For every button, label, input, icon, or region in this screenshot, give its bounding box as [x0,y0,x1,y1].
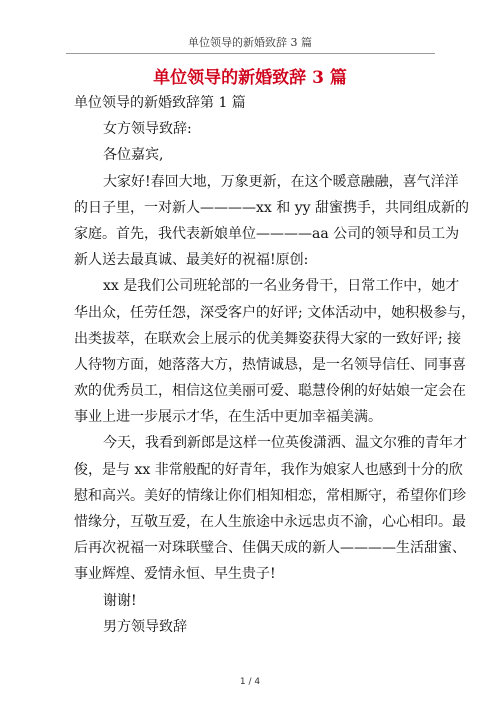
paragraph-line: 俊，是与 xx 非常般配的好青年，我作为娘家人也感到十分的欣 [74,461,463,478]
running-header: 单位领导的新婚致辞 3 篇 [188,36,312,49]
paragraph-line: 大家好!春回大地，万象更新，在这个暖意融融，喜气洋洋 [103,173,459,190]
paragraph-line: 出类拔萃，在联欢会上展示的优美舞姿获得大家的一致好评; 接 [74,330,462,347]
paragraph-line: 慰和高兴。美好的情缘让你们相知相恋，常相厮守，希望你们珍 [74,487,466,504]
paragraph-line: 欢的优秀员工，相信这位美丽可爱、聪慧伶俐的好姑娘一定会在 [74,383,466,400]
paragraph-line: 惜缘分，互敬互爱，在人生旅途中永远忠贞不渝，心心相印。最 [74,514,466,530]
paragraph-line: 的日子里，一对新人————xx 和 yy 甜蜜携手，共同组成新的 [74,199,469,216]
section-heading: 单位领导的新婚致辞第 1 篇 [74,95,246,111]
paragraph-line: 事业上进一步展示才华，在生活中更加幸福美满。 [74,409,382,426]
bride-leader-heading: 女方领导致辞: [103,121,192,138]
paragraph-line: 家庭。首先，我代表新娘单位————aa 公司的领导和员工为 [74,225,460,242]
document-title: 单位领导的新婚致辞 3 篇 [153,68,347,88]
paragraph-line: 今天，我看到新郎是这样一位英俊潇洒、温文尔雅的青年才 [103,435,467,452]
paragraph-line: 人待物方面，她落落大方，热情诚恳，是一名领导信任、同事喜 [74,356,466,373]
salutation: 各位嘉宾, [103,147,164,164]
page-number: 1 / 4 [239,677,261,687]
paragraph-line: xx 是我们公司班轮部的一名业务骨干，日常工作中，她才 [103,278,460,295]
paragraph-line: 后再次祝福一对珠联璧合、佳偶天成的新人————生活甜蜜、 [74,540,466,557]
document-body [74,90,476,640]
paragraph-line: 新人送去最真诚、最美好的祝福!原创: [74,252,309,269]
paragraph-line: 事业辉煌、爱情永恒、早生贵子! [74,566,276,583]
thanks-line: 谢谢! [103,592,137,609]
header-divider [66,53,435,54]
groom-leader-heading: 男方领导致辞 [103,618,187,635]
paragraph-line: 华出众，任劳任怨，深受客户的好评; 文体活动中，她积极参与， [74,304,476,321]
